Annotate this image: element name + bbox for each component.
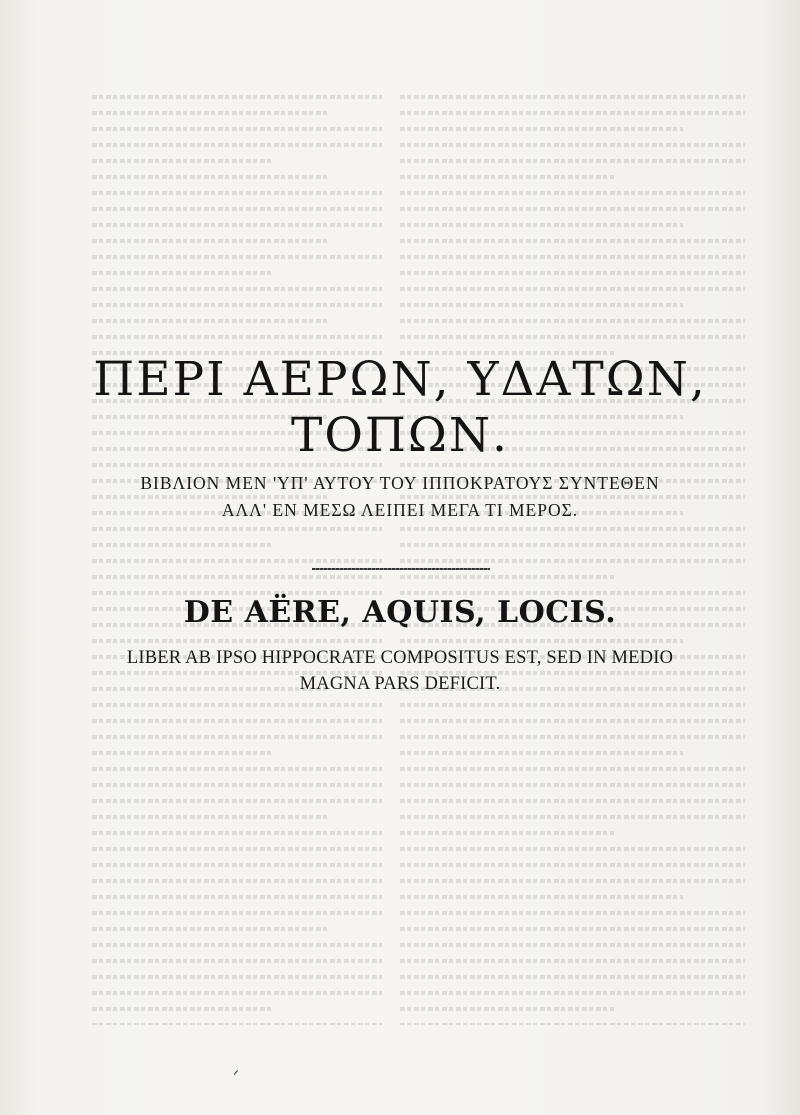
greek-title-line-2: ΤΟΠΩΝ. <box>291 408 509 463</box>
latin-subtitle <box>0 645 800 697</box>
greek-subtitle-line-1: ΒΙΒΛΙΟΝ ΜΕΝ 'ΥΠ' ΑΥΤΟΥ ΤΟΥ ΙΠΠΟΚΡΑΤΟΥΣ ΣΥΝΤΕΘΕΝ <box>140 473 660 493</box>
bleed-through-text-left <box>92 95 382 1025</box>
latin-subtitle-line-1: LIBER AB IPSO HIPPOCRATE COMPOSITUS EST, SED IN MEDIO <box>126 648 674 668</box>
ink-speck: ᐟ <box>233 1068 239 1084</box>
bleed-through-text-right <box>400 95 745 1025</box>
decorative-rule <box>312 566 490 572</box>
greek-subtitle <box>0 470 800 524</box>
greek-title <box>0 352 800 464</box>
latin-subtitle-line-2: MAGNA PARS DEFICIT. <box>299 674 501 694</box>
greek-subtitle-line-2: ΑΛΛ' ΕΝ ΜΕΣΩ ΛΕΙΠΕΙ ΜΕΓΑ ΤΙ ΜΕΡΟΣ. <box>221 500 579 520</box>
latin-title: DE AËRE, AQUIS, LOCIS. <box>183 595 617 630</box>
greek-title-line-1: ΠΕΡΙ ΑΕΡΩΝ, ΥΔΑΤΩΝ, <box>93 352 707 407</box>
